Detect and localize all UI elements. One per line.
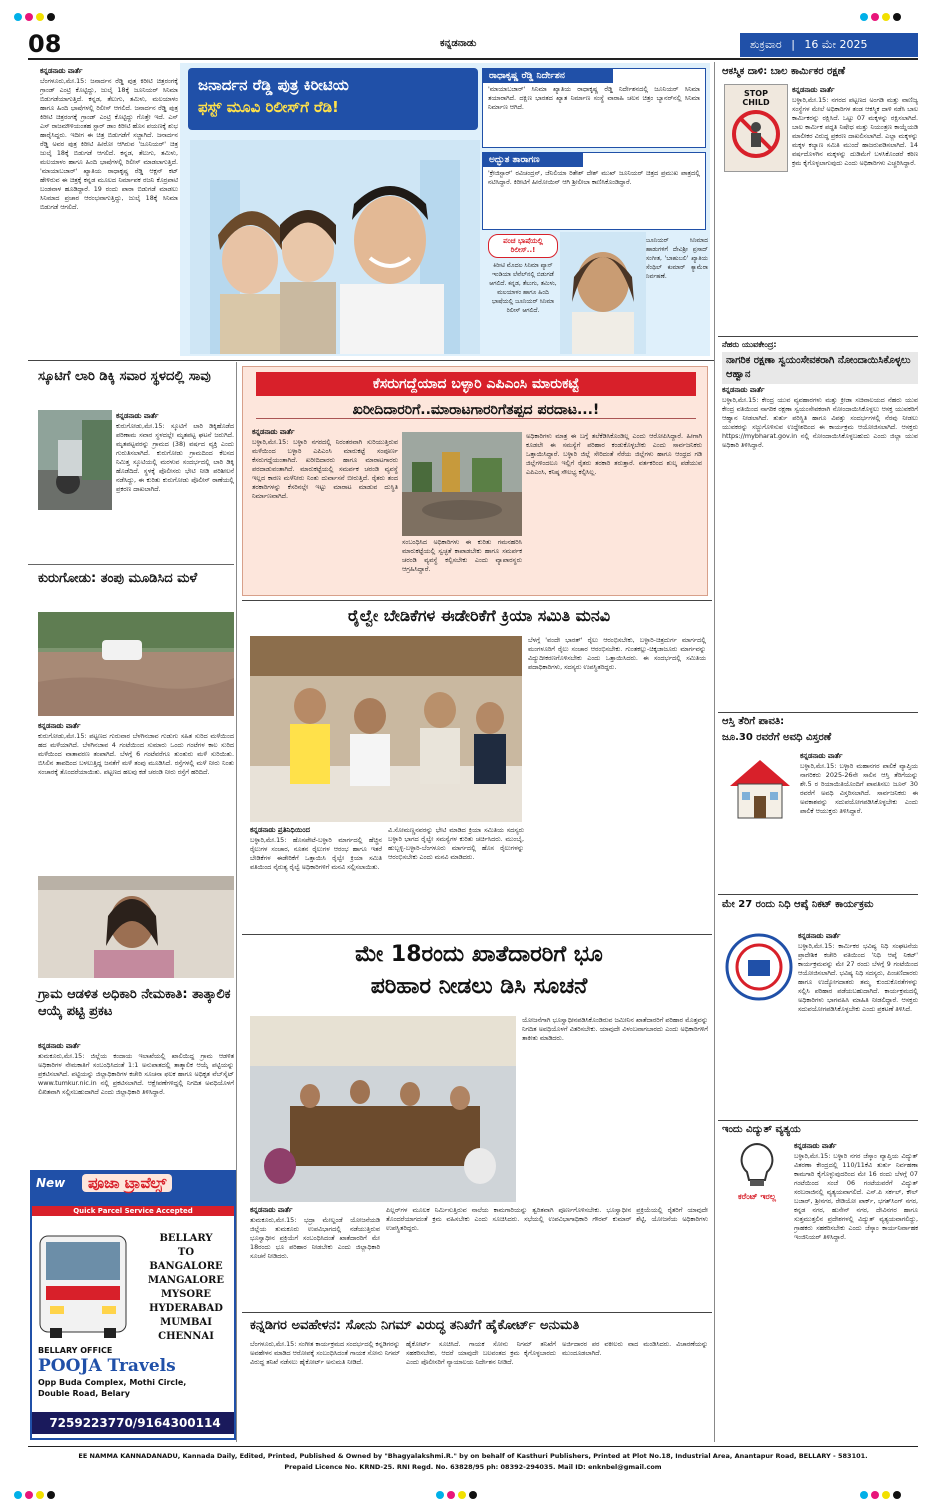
color-registration-bottom-right xyxy=(860,1484,904,1503)
ad-name: ಪೂಜಾ ಟ್ರಾವೆಲ್ಸ್ xyxy=(82,1174,172,1192)
col-rule-right xyxy=(714,62,715,1442)
footer-line-1: EE NAMMA KANNADANADU, Kannada Daily, Edited, Printed, Published & Owned by "Bhagyalakshmi.R." by on behalf of Kasthuri Publishers, Printed at Plot No.18, Industrial Area, Anantapur Road, BELLARY - 583101. xyxy=(78,1452,868,1460)
feature-byline: ಕನ್ನಡನಾಡು ವಾರ್ತೆ xyxy=(40,67,83,75)
cast-box xyxy=(482,152,706,230)
lorry-body: ಕುರುಗೋಡು,ಮೇ.15: ಸ್ಕೂಟಿಗೆ ಲಾರಿ ಡಿಕ್ಕಿಹೊಡೆದ ಪರಿಣಾಮ ಸವಾರ ಸ್ಥಳದಲ್ಲೇ ಮೃತಪಟ್ಟ ಘಟನೆ ಜರುಗಿದೆ. ಮೃತಪಟ್ಟವರನ್ನು ಗ್ರಾಮದ (38) ವರ್ಷದ ವ್ಯಕ್ತಿ ಎಂದು ಗುರುತಿಸಲಾಗಿದೆ. ಕುರುಗೋಡು ಗ್ರಾಮದಿಂದ ಕೆಲಸದ ನಿಮಿತ್ತ ಸ್ಕೂಟಿಯಲ್ಲಿ ಮರಳುವ ಸಂದರ್ಭದಲ್ಲಿ ಲಾರಿ ಡಿಕ್ಕಿ ಹೊಡೆದಿದೆ. ಸ್ಥಳಕ್ಕೆ ಪೊಲೀಸರು ಭೇಟಿ ನೀಡಿ ಪರಿಶೀಲನೆ ನಡೆಸಿದ್ದು, ಈ ಕುರಿತು ಕುರುಗೋಡು ಪೊಲೀಸ್ ಠಾಣೆಯಲ್ಲಿ ಪ್ರಕರಣ ದಾಖಲಾಗಿದೆ. xyxy=(116,422,234,493)
ad-service: Quick Parcel Service Accepted xyxy=(32,1206,234,1216)
feature-title-box xyxy=(188,68,478,130)
railway-body-2: ವಿ.ಸೋಮಣ್ಣನವರನ್ನು ಭೇಟಿ ಮಾಡಿದ ಕ್ರಿಯಾ ಸಮಿತಿಯ ಸದಸ್ಯರು ಬಳ್ಳಾರಿ ಭಾಗದ ರೈಲ್ವೇ ಸಮಸ್ಯೆಗಳ ಕುರಿತು ಚರ್ಚಿಸಿದರು. ಮುಂಬೈ, ಹುಬ್ಬಳ್ಳಿ-ಬಳ್ಳಾರಿ-ಬೆಂಗಳೂರು ಮಾರ್ಗದಲ್ಲಿ ಹೊಸ ರೈಲುಗಳನ್ನು ಆರಂಭಿಸಬೇಕು ಎಂದು ಮನವಿ ಮಾಡಿದರು. xyxy=(388,826,524,861)
railway-byline: ಕನ್ನಡನಾಡು ಪ್ರತಿನಿಧಿಯಿಂದ xyxy=(250,826,310,834)
ad-route-5: HYDERABAD xyxy=(149,1303,223,1314)
col-rule-left xyxy=(236,362,237,1442)
officer-byline: ಕನ್ನಡನಾಡು ವಾರ್ತೆ xyxy=(38,1042,81,1050)
tax-rule xyxy=(718,712,918,713)
ad-office: BELLARY OFFICE xyxy=(38,1346,113,1355)
epfo-logo xyxy=(724,932,794,1002)
date-banner: ಶುಕ್ರವಾರ | 16 ಮೇ 2025 xyxy=(740,33,918,57)
sonu-body-2: ಹೈಕೋರ್ಟ್ ಸೂಚಿಸಿದೆ. ಗಾಯಕ ಸೋನು ನಿಗಮ್ ತನಿಖೆಗೆ ಸಹಕರಿಸಬೇಕು, ಆದರೆ ಯಾವುದೇ ಬಲವಂತದ ಕ್ರಮ ಕೈಗೊಳ್ಳಬಾರದು ಎಂದು ಪೊಲೀಸರಿಗೆ ನ್ಯಾಯಾಲಯ ನಿರ್ದೇಶನ ನೀಡಿದೆ. xyxy=(406,1340,556,1366)
circle-text: ಕಿರೀಟಿ ಮೊದಲ ಸಿನಿಮಾ ಪ್ಯಾನ್ ಇಂಡಿಯಾ ಲೆವೆಲ್‌ನಲ್ಲಿ ಬಿಡುಗಡೆ ಆಗಲಿದೆ. ಕನ್ನಡ, ತೆಲುಗು, ತಮಿಳು, ಮಲಯಾಳಂ ಹಾಗೂ ಹಿಂದಿ ಭಾಷೆಯಲ್ಲಿ ಜೂನಿಯರ್ ಸಿನಿಮಾ ರಿಲೀಸ್ ಆಗಲಿದೆ. xyxy=(489,262,557,314)
lorry-title: ಸ್ಕೂಟಿಗೆ ಲಾರಿ ಡಿಕ್ಕಿ ಸವಾರ ಸ್ಥಳದಲ್ಲಿ ಸಾವು xyxy=(38,369,211,384)
landcomp-title-line2: ಪರಿಹಾರ ನೀಡಲು ಡಿಸಿ ಸೂಚನೆ xyxy=(370,974,588,999)
nehru-rule xyxy=(718,336,918,337)
date-label: 16 ಮೇ 2025 xyxy=(804,38,868,51)
masthead-rule xyxy=(28,58,918,60)
railway-body-3: ಬೆಳಗ್ಗೆ 'ವಂದೇ ಭಾರತ್' ರೈಲು ಆರಂಭಿಸಬೇಕು, ಬಳ್ಳಾರಿ-ಚಿತ್ರದುರ್ಗ ಮಾರ್ಗದಲ್ಲಿ ಮಂಗಳೂರಿಗೆ ರೈಲು ಸಂಚಾರ ಆರಂಭಿಸಬೇಕು. ಗುಂತಕಲ್ಲು-ಚಿಕ್ಕಜಾಜೂರು ಮಾರ್ಗವನ್ನು ವಿದ್ಯುದೀಕರಣಗೊಳಿಸಬೇಕು ಎಂದು ಒತ್ತಾಯಿಸಿದರು. ಈ ಸಂದರ್ಭದಲ್ಲಿ ಸಮಿತಿಯ ಪದಾಧಿಕಾರಿಗಳು, ಸದಸ್ಯರು ಉಪಸ್ಥಿತರಿದ್ದರು. xyxy=(528,636,706,671)
landcomp-title-line1: ಮೇ 18ರಂದು ಖಾತೆದಾರರಿಗೆ ಭೂ xyxy=(355,942,603,967)
landcomp-body-3: ಪಿಲ್ಲರ್‌ಗಳ ಮೂಲಕ ನಿರ್ಮಿಸುತ್ತಿರುವ ನಾಲೆಯ ಕಾಮಗಾರಿಯನ್ನು ತ್ವರಿತವಾಗಿ ಪೂರ್ಣಗೊಳಿಸಬೇಕು. ಭೂಸ್ವಾಧೀನ ಪ್ರಕ್ರಿಯೆಯಲ್ಲಿ ರೈತರಿಗೆ ಯಾವುದೇ ತೊಂದರೆಯಾಗದಂತೆ ಕ್ರಮ ವಹಿಸಬೇಕು ಎಂದು ಸೂಚಿಸಿದರು. ಸಭೆಯಲ್ಲಿ ಉಪವಿಭಾಗಾಧಿಕಾರಿ ಗೌರವ್ ಕುಮಾರ್ ಶೆಟ್ಟಿ, ಯೋಜನೆಯ ಅಧಿಕಾರಿಗಳು ಉಪಸ್ಥಿತರಿದ್ದರು. xyxy=(386,1206,708,1232)
sonu-body-1: ಬೆಂಗಳೂರು,ಮೇ.15: ಸಂಗೀತ ಕಾರ್ಯಕ್ರಮದ ಸಂದರ್ಭದಲ್ಲಿ ಕನ್ನಡಿಗರನ್ನು ಅವಹೇಳನ ಮಾಡಿದ ಆರೋಪಕ್ಕೆ ಸಂಬಂಧಿಸಿದಂತೆ ಗಾಯಕ ಸೋನು ನಿಗಮ್ ವಿರುದ್ಧ ತನಿಖೆ ನಡೆಸಲು ಹೈಕೋರ್ಟ್ ಅನುಮತಿ ನೀಡಿದೆ. xyxy=(250,1340,400,1366)
ad-route-3: MANGALORE xyxy=(148,1275,224,1286)
railway-body-1: ಬಳ್ಳಾರಿ,ಮೇ.15: ಹೊಸಪೇಟೆ-ಬಳ್ಳಾರಿ ಮಾರ್ಗದಲ್ಲಿ ಹೆಚ್ಚಿನ ರೈಲುಗಳ ಸಂಚಾರ, ನೂತನ ರೈಲುಗಳ ಆರಂಭ ಹಾಗೂ ಇತರೆ ಬೇಡಿಕೆಗಳ ಈಡೇರಿಕೆಗೆ ಒತ್ತಾಯಿಸಿ ರೈಲ್ವೇ ಕ್ರಿಯಾ ಸಮಿತಿ ವತಿಯಿಂದ ನೈರುತ್ಯ ರೈಲ್ವೆ ಅಧಿಕಾರಿಗಳಿಗೆ ಮನವಿ ಸಲ್ಲಿಸಲಾಯಿತು. xyxy=(250,836,382,871)
landcomp-rule xyxy=(242,934,712,935)
feature-body: ಬೆಂಗಳೂರು,ಮೇ.15: ಜನಾರ್ದನ ರೆಡ್ಡಿ ಪುತ್ರ ಕಿರೀಟಿ ಚಿತ್ರರಂಗಕ್ಕೆ ಗ್ರಾಂಡ್ ಎಂಟ್ರಿ ಕೊಟ್ಟಿದ್ದು, ಜುಲೈ 18ಕ್ಕೆ ಜೂನಿಯರ್ ಸಿನಿಮಾ ಬಿಡುಗಡೆಯಾಗುತ್ತಿದೆ. ಕನ್ನಡ, ತೆಲುಗು, ತಮಿಳು, ಮಲಯಾಳಂ ಹಾಗೂ ಹಿಂದಿ ಭಾಷೆಗಳಲ್ಲಿ ರಿಲೀಸ್ ಆಗಲಿದೆ. ಜನಾರ್ದನ ರೆಡ್ಡಿ ಪುತ್ರ ಕಿರೀಟಿ ಚಿತ್ರರಂಗಕ್ಕೆ ಗ್ರಾಂಡ್ ಎಂಟ್ರಿ ಕೊಟ್ಟಿದ್ದು ಗೊತ್ತೇ ಇದೆ. ಎಸ್ ಎಸ್ ರಾಜಮೌಳಿಯಂತಹ ಸ್ಟಾರ್ ಡಾಂ ಕಿರೀಟಿ ಹೊಸ ಪಯಣಕ್ಕೆ ಶುಭ ಹಾರೈಸಿದ್ದರು. ಇದೀಗ ಈ ಚಿತ್ರ ಬಿಡುಗಡೆಗೆ ಸಜ್ಜಾಗಿದೆ. ಜನಾರ್ದನ ರೆಡ್ಡಿ ಅವರ ಪುತ್ರ ಕಿರೀಟಿ ಹೀರೋ ಆಗಿರುವ 'ಜೂನಿಯರ್' ಚಿತ್ರ ಜುಲೈ 18ಕ್ಕೆ ಬಿಡುಗಡೆ ಆಗಲಿದೆ. ಕನ್ನಡ, ತೆಲುಗು, ತಮಿಳು, ಮಲಯಾಳಂ ಹಾಗೂ ಹಿಂದಿ ಭಾಷೆಗಳಲ್ಲಿ ರಿಲೀಸ್ ಮಾಡಲಾಗುತ್ತಿದೆ. 'ಮಾಯಾಬಜಾರ್' ಖ್ಯಾತಿಯ ರಾಧಾಕೃಷ್ಣ ರೆಡ್ಡಿ ಆಕ್ಷನ್ ಕಟ್ ಹೇಳಿರುವ ಈ ಚಿತ್ರಕ್ಕೆ ಕನ್ನಡ ಮೂಲದ ನಿರ್ಮಾಪಕ ರಜನಿ ಕೊರ್ರಪಾಟಿ ಬಂಡವಾಳ ಹೂಡಿದ್ದಾರೆ. 19 ರಂದು ಪಾರಾ ಬಿಡುಗಡೆ ಮಾಡಲು ಸಿನಿಮಾದ ಪ್ರಚಾರ ಆರಂಭವಾಗುತ್ತಿದ್ದು, ಜುಲೈ 18ಕ್ಕೆ ಸಿನಿಮಾ ಬಿಡುಗಡೆ ಆಗಲಿದೆ. xyxy=(40,77,178,211)
lorry-rule xyxy=(28,564,234,565)
color-registration-bottom-mid xyxy=(436,1484,480,1503)
pf-byline: ಕನ್ನಡನಾಡು ವಾರ್ತೆ xyxy=(798,932,841,940)
nehru-title: ನಾಗರಿಕ ರಕ್ಷಣಾ ಸ್ವಯಂಸೇವಕರಾಗಿ ನೋಂದಾಯಿಸಿಕೊಳ್ಳಲು ಆಹ್ವಾನ xyxy=(722,352,918,384)
landcomp-photo xyxy=(250,1016,516,1202)
ad-phone: 7259223770/9164300114 xyxy=(32,1412,236,1434)
badge-stop: STOP xyxy=(744,89,768,98)
power-rule xyxy=(718,1120,918,1121)
feature-title-line1: ಜನಾರ್ದನ ರೆಡ್ಡಿ ಪುತ್ರ ಕಿರೀಟಿಯ xyxy=(198,76,349,94)
color-registration-top xyxy=(14,6,58,25)
director-box xyxy=(482,68,706,148)
pf-rule xyxy=(718,894,918,895)
apmc-byline: ಕನ್ನಡನಾಡು ವಾರ್ತೆ xyxy=(252,428,295,436)
nehru-byline: ಕನ್ನಡನಾಡು ವಾರ್ತೆ xyxy=(722,386,765,394)
circle-title: ಪಂಚ ಭಾಷೆಯಲ್ಲಿ ರಿಲೀಸ್..! xyxy=(488,234,558,258)
childlabour-byline: ಕನ್ನಡನಾಡು ವಾರ್ತೆ xyxy=(792,86,835,94)
ad-new-tag: New xyxy=(36,1176,66,1190)
rain-photo xyxy=(38,612,234,716)
director-text: 'ಮಾಯಾಬಜಾರ್' ಸಿನಿಮಾ ಖ್ಯಾತಿಯ ರಾಧಾಕೃಷ್ಣ ರೆಡ್ಡಿ ನಿರ್ದೇಶನದಲ್ಲಿ ಜೂನಿಯರ್ ಸಿನಿಮಾ ತಯಾರಾಗಿದೆ. ದಕ್ಷಿಣ ಭಾರತದ ಖ್ಯಾತ ನಿರ್ಮಾಣ ಸಂಸ್ಥೆ ವಾರಾಹಿ ಚಲನ ಚಿತ್ರಂ ಬ್ಯಾನರ್‌ನಲ್ಲಿ ಸಿನಿಮಾ ನಿರ್ಮಾಣ ಆಗಿದೆ. xyxy=(488,85,700,111)
pooja-travels-ad[interactable] xyxy=(30,1170,236,1440)
power-body: ಬಳ್ಳಾರಿ,ಮೇ.15: ಬಳ್ಳಾರಿ ನಗರ ಜೆಸ್ಕಾಂ ವ್ಯಾಪ್ತಿಯ ವಿದ್ಯುತ್ ವಿತರಣಾ ಕೇಂದ್ರದಲ್ಲಿ 110/11ಕೆವಿ ತುರ್ತು ನಿರ್ವಹಣಾ ಕಾಮಗಾರಿ ಕೈಗೊಳ್ಳುವುದರಿಂದ ಮೇ 16 ರಂದು ಬೆಳಗ್ಗೆ 07 ಗಂಟೆಯಿಂದ ಸಂಜೆ 06 ಗಂಟೆಯವರೆಗೆ ವಿದ್ಯುತ್ ಸರಬರಾಜಿನಲ್ಲಿ ವ್ಯತ್ಯಯವಾಗಲಿದೆ. ಎಸ್.ಪಿ ಸರ್ಕಲ್, ಕೌಲ್ ಬಜಾರ್, ಶ್ರೀನಗರ, ರೇಡಿಯೋ ಪಾರ್ಕ್, ಭಗತ್‌ಸಿಂಗ್ ನಗರ, ಕನ್ನಡ ನಗರ, ಹುಸೇನ್ ನಗರ, ದೇವಿನಗರ ಹಾಗೂ ಸುತ್ತಮುತ್ತಲಿನ ಪ್ರದೇಶಗಳಲ್ಲಿ ವಿದ್ಯುತ್ ವ್ಯತ್ಯಯವಾಗಲಿದ್ದು, ಗ್ರಾಹಕರು ಸಹಕರಿಸಬೇಕು ಎಂದು ಜೆಸ್ಕಾಂ ಕಾರ್ಯನಿರ್ವಾಹಕ ಇಂಜಿನಿಯರ್ ತಿಳಿಸಿದ್ದಾರೆ. xyxy=(794,1152,918,1241)
ad-route-1: TO xyxy=(177,1247,195,1258)
apmc-title: ಕೆಸರುಗದ್ದೆಯಾದ ಬಳ್ಳಾರಿ ಎಪಿಎಂಸಿ ಮಾರುಕಟ್ಟೆ xyxy=(372,376,580,392)
landcomp-body-1: ತುಮಕೂರು,ಮೇ.15: ಭದ್ರಾ ಮೇಲ್ದಂಡೆ ಯೋಜನೆಯಡಿ ಜಿಲ್ಲೆಯ ತುಮಕೂರು ಉಪವಿಭಾಗದಲ್ಲಿ ನಡೆಯುತ್ತಿರುವ ಭೂಸ್ವಾಧೀನ ಪ್ರಕ್ರಿಯೆಗೆ ಸಂಬಂಧಿಸಿದಂತೆ ಖಾತೆದಾರರಿಗೆ ಮೇ 18ರಂದು ಭೂ ಪರಿಹಾರ ನೀಡಬೇಕು ಎಂದು ಜಿಲ್ಲಾಧಿಕಾರಿ ಸೂಚನೆ ನೀಡಿದರು. xyxy=(250,1216,380,1260)
ad-route-7: CHENNAI xyxy=(158,1331,214,1342)
railway-photo xyxy=(250,636,522,822)
sonu-body-3: ಅರ್ಜಿದಾರರ ಪರ ವಕೀಲರು ವಾದ ಮಂಡಿಸಿದರು. ವಿಚಾರಣೆಯನ್ನು ಮುಂದೂಡಲಾಗಿದೆ. xyxy=(562,1340,708,1357)
tax-subtitle: ಜೂ.30 ರವರೆಗೆ ಅವಧಿ ವಿಸ್ತರಣೆ xyxy=(722,732,832,743)
ad-route-4: MYSORE xyxy=(160,1289,212,1300)
day-label: ಶುಕ್ರವಾರ xyxy=(750,38,782,51)
ad-routes xyxy=(136,1232,236,1344)
nehru-body: ಬಳ್ಳಾರಿ,ಮೇ.15: ಕೇಂದ್ರ ಯುವ ವ್ಯವಹಾರಗಳು ಮತ್ತು ಕ್ರೀಡಾ ಸಚಿವಾಲಯದ ನೆಹರು ಯುವ ಕೇಂದ್ರ ವತಿಯಿಂದ ನಾಗರಿಕ ರಕ್ಷಣಾ ಸ್ವಯಂಸೇವಕರಾಗಿ ನೋಂದಾಯಿಸಿಕೊಳ್ಳಲು ಆಸಕ್ತ ಯುವಕರಿಗೆ ಆಹ್ವಾನ ನೀಡಲಾಗಿದೆ. ತುರ್ತು ಪರಿಸ್ಥಿತಿ ಹಾಗೂ ವಿಪತ್ತು ಸಂದರ್ಭಗಳಲ್ಲಿ ನೆರವು ನೀಡಲು ಯುವಕರನ್ನು ಸಜ್ಜುಗೊಳಿಸುವ ಉದ್ದೇಶದಿಂದ ಈ ಕಾರ್ಯಕ್ರಮ ಆಯೋಜಿಸಲಾಗಿದೆ. ಆಸಕ್ತರು https://mybharat.gov.in ನಲ್ಲಿ ನೋಂದಾಯಿಸಿಕೊಳ್ಳಬಹುದು ಎಂದು ಜಿಲ್ಲಾ ಯುವ ಅಧಿಕಾರಿ ತಿಳಿಸಿದ್ದಾರೆ. xyxy=(722,396,918,449)
childlabour-body: ಬಳ್ಳಾರಿ,ಮೇ.15: ನಗರದ ಪಟ್ಟಣದ ಅಂಗಡಿ ಮತ್ತು ವಾಣಿಜ್ಯ ಸಂಸ್ಥೆಗಳ ಮೇಲೆ ಅಧಿಕಾರಿಗಳ ತಂಡ ಆಕಸ್ಮಿಕ ದಾಳಿ ನಡೆಸಿ ಬಾಲ ಕಾರ್ಮಿಕರನ್ನು ರಕ್ಷಿಸಿದೆ. ಒಟ್ಟು 07 ಮಕ್ಕಳನ್ನು ರಕ್ಷಿಸಲಾಗಿದೆ. ಬಾಲ ಕಾರ್ಮಿಕ ಪದ್ಧತಿ ನಿಷೇಧ ಮತ್ತು ನಿಯಂತ್ರಣ ಕಾಯ್ದೆಯಡಿ ಮಾಲೀಕರ ವಿರುದ್ಧ ಪ್ರಕರಣ ದಾಖಲಿಸಲಾಗಿದೆ. ಎಲ್ಲಾ ಮಕ್ಕಳನ್ನು ಮಕ್ಕಳ ಕಲ್ಯಾಣ ಸಮಿತಿ ಮುಂದೆ ಹಾಜರುಪಡಿಸಲಾಗಿದೆ. 14 ವರ್ಷದೊಳಗಿನ ಮಕ್ಕಳನ್ನು ದುಡಿಮೆಗೆ ಬಳಸಿಕೊಂಡರೆ ಕಠಿಣ ಕ್ರಮ ಕೈಗೊಳ್ಳಲಾಗುವುದು ಎಂದು ಅಧಿಕಾರಿಗಳು ಎಚ್ಚರಿಸಿದ್ದಾರೆ. xyxy=(792,96,918,167)
bulb-icon xyxy=(737,1142,777,1188)
lorry-byline: ಕನ್ನಡನಾಡು ವಾರ್ತೆ xyxy=(116,412,159,420)
footer-rule xyxy=(28,1446,918,1447)
cast-text: 'ಕ್ರೇಜಿಸ್ಟಾರ್' ರವಿಚಂದ್ರನ್, ಜೆನಿಲಿಯಾ ರಿತೇಶ್ ದೇಶ್ ಮುಖ್ ಜೂನಿಯರ್ ಚಿತ್ರದ ಪ್ರಮುಖ ಪಾತ್ರದಲ್ಲಿ ನಟಿಸಿದ್ದಾರೆ. ಕಿರೀಟಿಗೆ ಹೀರೋಯಿನ್ ಆಗಿ ಶ್ರೀಲೀಲಾ ಕಾಣಿಸಿಕೊಂಡಿದ್ದಾರೆ. xyxy=(488,169,700,186)
stop-icon xyxy=(731,109,781,159)
tax-byline: ಕನ್ನಡನಾಡು ವಾರ್ತೆ xyxy=(800,752,843,760)
color-registration-top-right xyxy=(860,6,904,25)
paper-name: ಕನ್ನಡನಾಡು xyxy=(440,38,477,49)
ad-route-6: MUMBAI xyxy=(160,1317,212,1328)
power-badge xyxy=(724,1142,790,1212)
rain-byline: ಕನ್ನಡನಾಡು ವಾರ್ತೆ xyxy=(38,722,81,730)
rain-body: ಕುರುಗೋಡು,ಮೇ.15: ಪಟ್ಟಣದ ಗುರುವಾರ ಬೆಳಗಿನಜಾವ ಗುಡುಗು ಸಹಿತ ಸುರಿದ ಮಳೆಯಿಂದ ಹದ ಮಳೆಯಾಗಿದೆ. ಬೆಳಗಿನಜಾವ 4 ಗಂಟೆಯಿಂದ ಸುಮಾರು ಒಂದು ಗಂಟೆಗಳ ಕಾಲ ಸುರಿದ ಮಳೆಯಿಂದ ವಾತಾವರಣ ತಂಪಾಗಿದೆ. ಬೆಳಗ್ಗೆ 6 ಗಂಟೆವರೆಗೂ ತುಂತುರು ಮಳೆ ಸುರಿಯಿತು. ಬಿಸಿಲಿನ ತಾಪದಿಂದ ಬಳಲುತ್ತಿದ್ದ ಜನತೆಗೆ ಮಳೆ ತಂಪು ಮೂಡಿಸಿದೆ. ರಸ್ತೆಗಳಲ್ಲಿ ಮಳೆ ನೀರು ನಿಂತು ಸಂಚಾರಕ್ಕೆ ತೊಂದರೆಯಾಯಿತು. ಪಟ್ಟಣದ ಹಲವು ಕಡೆ ಚರಂಡಿ ನೀರು ರಸ್ತೆಗೆ ಹರಿದಿದೆ. xyxy=(38,732,234,776)
cast-title: ಅದ್ಭುತ ತಾರಾಗಣ xyxy=(483,153,583,167)
nehru-kicker: ನೆಹರು ಯುವಕೇಂದ್ರ: xyxy=(722,340,777,349)
officer-photo xyxy=(38,876,234,978)
ad-address-2: Double Road, Belary xyxy=(38,1389,130,1398)
power-title: ಇಂದು ವಿದ್ಯುತ್ ವ್ಯತ್ಯಯ xyxy=(722,1124,801,1135)
ad-brand: POOJA Travels xyxy=(38,1356,176,1376)
railway-rule xyxy=(242,600,712,601)
house-icon xyxy=(724,752,796,824)
landcomp-body-2: ಯೋಜನೆಗಾಗಿ ಭೂಸ್ವಾಧೀನಪಡಿಸಿಕೊಂಡಿರುವ ಜಮೀನಿನ ಖಾತೆದಾರರಿಗೆ ಪರಿಹಾರ ಮೊತ್ತವನ್ನು ನಿಗದಿತ ಅವಧಿಯೊಳಗೆ ವಿತರಿಸಬೇಕು. ಯಾವುದೇ ವಿಳಂಬವಾಗಬಾರದು ಎಂದು ಅಧಿಕಾರಿಗಳಿಗೆ ತಾಕೀತು ಮಾಡಿದರು. xyxy=(522,1016,708,1042)
music-director-photo xyxy=(560,232,646,354)
release-circle xyxy=(488,234,558,352)
feature-rule-bottom xyxy=(28,360,714,361)
tax-title: ಆಸ್ತಿ ತೆರಿಗೆ ಪಾವತಿ: xyxy=(722,716,785,727)
feature-title-line2: ಫಸ್ಟ್ ಮೂವಿ ರಿಲೀಸ್‌ಗೆ ರೆಡಿ! xyxy=(198,98,339,116)
badge-child: CHILD xyxy=(742,98,770,107)
officer-title: ಗ್ರಾಮ ಆಡಳಿತ ಅಧಿಕಾರಿ ನೇಮಕಾತಿ: ತಾತ್ಕಾಲಿಕ ಆಯ್ಕೆ ಪಟ್ಟಿ ಪ್ರಕಟ xyxy=(38,987,231,1019)
color-registration-bottom-left xyxy=(14,1484,58,1503)
lorry-photo xyxy=(38,410,112,510)
director-title: ರಾಧಾಕೃಷ್ಣ ರೆಡ್ಡಿ ನಿರ್ದೇಶನ xyxy=(483,69,613,83)
pf-body: ಬಳ್ಳಾರಿ,ಮೇ.15: ಕಾರ್ಮಿಕರ ಭವಿಷ್ಯ ನಿಧಿ ಸಂಘಟನೆಯ ಪ್ರಾದೇಶಿಕ ಕಚೇರಿ ವತಿಯಿಂದ 'ನಿಧಿ ಆಪ್ಕೆ ನಿಕಟ್' ಕಾರ್ಯಕ್ರಮವನ್ನು ಮೇ 27 ರಂದು ಬೆಳಗ್ಗೆ 9 ಗಂಟೆಯಿಂದ ಆಯೋಜಿಸಲಾಗಿದೆ. ಭವಿಷ್ಯ ನಿಧಿ ಸದಸ್ಯರು, ಪಿಂಚಣಿದಾರರು ಹಾಗೂ ಉದ್ಯೋಗದಾತರು ತಮ್ಮ ಕುಂದುಕೊರತೆಗಳನ್ನು ಸಲ್ಲಿಸಿ ಪರಿಹಾರ ಪಡೆಯಬಹುದಾಗಿದೆ. ಕಾರ್ಯಕ್ರಮದಲ್ಲಿ ಅಧಿಕಾರಿಗಳು ಭಾಗವಹಿಸಿ ಮಾಹಿತಿ ನೀಡಲಿದ್ದಾರೆ. ಆಸಕ್ತರು ಸದುಪಯೋಗಪಡಿಸಿಕೊಳ್ಳಬೇಕು ಎಂದು ಪ್ರಕಟಣೆ ತಿಳಿಸಿದೆ. xyxy=(798,942,918,1013)
sonu-rule xyxy=(242,1312,712,1313)
ad-bus xyxy=(36,1228,132,1340)
apmc-title-bar xyxy=(256,372,696,396)
ad-route-0: BELLARY xyxy=(159,1233,213,1244)
railway-title: ರೈಲ್ವೇ ಬೇಡಿಕೆಗಳ ಈಡೇರಿಕೆಗೆ ಕ್ರಿಯಾ ಸಮಿತಿ ಮನವಿ xyxy=(347,606,611,625)
rain-title: ಕುರುಗೋಡು: ತಂಪು ಮೂಡಿಸಿದ ಮಳೆ xyxy=(38,571,198,586)
officer-body: ತುಮಕೂರು,ಮೇ.15: ಜಿಲ್ಲೆಯ ಕಂದಾಯ ಇಲಾಖೆಯಲ್ಲಿ ಖಾಲಿಯಿದ್ದ ಗ್ರಾಮ ಆಡಳಿತ ಅಧಿಕಾರಿಗಳ ನೇಮಕಾತಿಗೆ ಸಂಬಂಧಿಸಿದಂತೆ 1:1 ಅನುಪಾತದಲ್ಲಿ ತಾತ್ಕಾಲಿಕ ಆಯ್ಕೆ ಪಟ್ಟಿಯನ್ನು ಪ್ರಕಟಿಸಲಾಗಿದೆ. ಪಟ್ಟಿಯನ್ನು ಜಿಲ್ಲಾಧಿಕಾರಿಗಳ ಕಚೇರಿ ಸೂಚನಾ ಫಲಕ ಹಾಗೂ ಅಧಿಕೃತ ವೆಬ್‌ಸೈಟ್ www.tumkur.nic.in ನಲ್ಲಿ ಪ್ರಕಟಿಸಲಾಗಿದೆ. ಆಕ್ಷೇಪಣೆಗಳಿದ್ದಲ್ಲಿ ನಿಗದಿತ ಅವಧಿಯೊಳಗೆ ಲಿಖಿತವಾಗಿ ಸಲ್ಲಿಸಬಹುದಾಗಿದೆ ಎಂದು ಜಿಲ್ಲಾಧಿಕಾರಿ ತಿಳಿಸಿದ್ದಾರೆ. xyxy=(38,1052,234,1096)
music-text: ಜೂನಿಯರ್ ಸಿನಿಮಾದ ಹಾಡುಗಳಿಗೆ ದೇವಿಶ್ರೀ ಪ್ರಸಾದ್ ಸಂಗೀತ, 'ಬಾಹುಬಲಿ' ಖ್ಯಾತಿಯ ಸೆಂಥಿಲ್ ಕುಮಾರ್ ಕ್ಯಾಮೆರಾ ನಿರ್ವಹಣೆ. xyxy=(646,237,708,280)
stop-child-badge xyxy=(724,84,788,172)
ad-route-2: BANGALORE xyxy=(149,1261,223,1272)
ad-address-1: Opp Buda Complex, Mothi Circle, xyxy=(38,1378,187,1387)
apmc-body-1: ಬಳ್ಳಾರಿ,ಮೇ.15: ಬಳ್ಳಾರಿ ನಗರದಲ್ಲಿ ನಿರಂತರವಾಗಿ ಸುರಿಯುತ್ತಿರುವ ಮಳೆಯಿಂದ ಬಳ್ಳಾರಿ ಎಪಿಎಂಸಿ ಮಾರುಕಟ್ಟೆ ಸಂಪೂರ್ಣ ಕೆಸರುಗದ್ದೆಯಂತಾಗಿದೆ. ಖರೀದಿದಾರರು ಹಾಗೂ ಮಾರಾಟಗಾರರು ಪರದಾಡುವಂತಾಗಿದೆ. ಮಾರುಕಟ್ಟೆಯಲ್ಲಿ ಸಮರ್ಪಕ ಚರಂಡಿ ವ್ಯವಸ್ಥೆ ಇಲ್ಲದ ಕಾರಣ ಮಳೆನೀರು ನಿಂತು ದುರ್ವಾಸನೆ ಬೀರುತ್ತಿದೆ. ರೈತರು ತಂದ ತರಕಾರಿಗಳನ್ನು ಕೆಸರಿನಲ್ಲೇ ಇಟ್ಟು ಮಾರಾಟ ಮಾಡುವ ದುಸ್ಥಿತಿ ನಿರ್ಮಾಣವಾಗಿದೆ. xyxy=(252,438,398,500)
page-number: 08 xyxy=(28,30,62,58)
tax-body: ಬಳ್ಳಾರಿ,ಮೇ.15: ಬಳ್ಳಾರಿ ಮಹಾನಗರ ಪಾಲಿಕೆ ವ್ಯಾಪ್ತಿಯ ನಾಗರಿಕರು 2025-26ನೇ ಸಾಲಿನ ಆಸ್ತಿ ತೆರಿಗೆಯನ್ನು ಶೇ.5 ರ ರಿಯಾಯಿತಿಯೊಂದಿಗೆ ಪಾವತಿಸಲು ಜೂನ್ 30 ರವರೆಗೆ ಅವಧಿ ವಿಸ್ತರಿಸಲಾಗಿದೆ. ಸಾರ್ವಜನಿಕರು ಈ ಅವಕಾಶವನ್ನು ಸದುಪಯೋಗಪಡಿಸಿಕೊಳ್ಳಬೇಕು ಎಂದು ಪಾಲಿಕೆ ಆಯುಕ್ತರು ತಿಳಿಸಿದ್ದಾರೆ. xyxy=(800,762,918,815)
sonu-title: ಕನ್ನಡಿಗರ ಅವಹೇಳನ: ಸೋನು ನಿಗಮ್ ವಿರುದ್ಧ ತನಿಖೆಗೆ ಹೈಕೋರ್ಟ್ ಅನುಮತಿ xyxy=(250,1318,580,1333)
landcomp-byline: ಕನ್ನಡನಾಡು ವಾರ್ತೆ xyxy=(250,1206,293,1214)
feature-cast-photo xyxy=(190,140,480,354)
power-badge-text: ಕರೆಂಟ್ ಇರಲ್ಲ xyxy=(738,1192,776,1201)
apmc-subtitle: ಖರೀದಿದಾರರಿಗೆ..ಮಾರಾಟಗಾರರಿಗೆತಪ್ಪದ ಪರದಾಟ...! xyxy=(256,402,696,419)
lorry-body-cont xyxy=(38,512,234,554)
pf-title: ಮೇ 27 ರಂದು ನಿಧಿ ಆಪ್ಕೆ ನಿಕಟ್ ಕಾರ್ಯಕ್ರಮ xyxy=(722,899,874,910)
power-byline: ಕನ್ನಡನಾಡು ವಾರ್ತೆ xyxy=(794,1142,837,1150)
apmc-body-3: ಅಧಿಕಾರಿಗಳು ಮಾತ್ರ ಈ ಬಗ್ಗೆ ತಲೆಕೆಡಿಸಿಕೊಂಡಿಲ್ಲ ಎಂದು ಆರೋಪಿಸಿದ್ದಾರೆ. ಹೀಗಾಗಿ ಕೂಡಲೇ ಈ ಸಮಸ್ಯೆಗೆ ಪರಿಹಾರ ಕಂಡುಕೊಳ್ಳಬೇಕು ಎಂದು ಸಾರ್ವಜನಿಕರು ಒತ್ತಾಯಿಸಿದ್ದಾರೆ. ಬಳ್ಳಾರಿ ಜಿಲ್ಲೆ ಸೇರಿದಂತೆ ನೆರೆಯ ಜಿಲ್ಲೆಗಳು ಹಾಗೂ ಆಂಧ್ರದ ಗಡಿ ಜಿಲ್ಲೆಗಳಿಂದಲೂ ಇಲ್ಲಿಗೆ ರೈತರು ತರಕಾರಿ ತರುತ್ತಾರೆ. ವರ್ತಕರಿಂದ ಶುಲ್ಕ ಪಡೆಯುವ ಎಪಿಎಂಸಿ, ಕನಿಷ್ಠ ಸೌಲಭ್ಯ ಕಲ್ಪಿಸಿಲ್ಲ. xyxy=(526,432,702,476)
childlabour-title: ಆಕಸ್ಮಿಕ ದಾಳಿ: ಬಾಲ ಕಾರ್ಮಿಕರ ರಕ್ಷಣೆ xyxy=(722,66,846,77)
apmc-photo xyxy=(402,432,522,536)
footer-line-2: Prepaid Licence No. KRND-25. RNI Regd. No. 63828/95 ph: 08392-294035. Mail ID: enknbel@gmail.com xyxy=(284,1463,662,1471)
apmc-body-2: ಸಂಬಂಧಿಸಿದ ಅಧಿಕಾರಿಗಳು ಈ ಕುರಿತು ಗಮನಹರಿಸಿ ಮಾರುಕಟ್ಟೆಯಲ್ಲಿ ಸ್ವಚ್ಛತೆ ಕಾಪಾಡಬೇಕು ಹಾಗೂ ಸಮರ್ಪಕ ಚರಂಡಿ ವ್ಯವಸ್ಥೆ ಕಲ್ಪಿಸಬೇಕು ಎಂದು ವ್ಯಾಪಾರಸ್ಥರು ಆಗ್ರಹಿಸಿದ್ದಾರೆ. xyxy=(402,538,522,573)
ad-header xyxy=(32,1172,234,1206)
